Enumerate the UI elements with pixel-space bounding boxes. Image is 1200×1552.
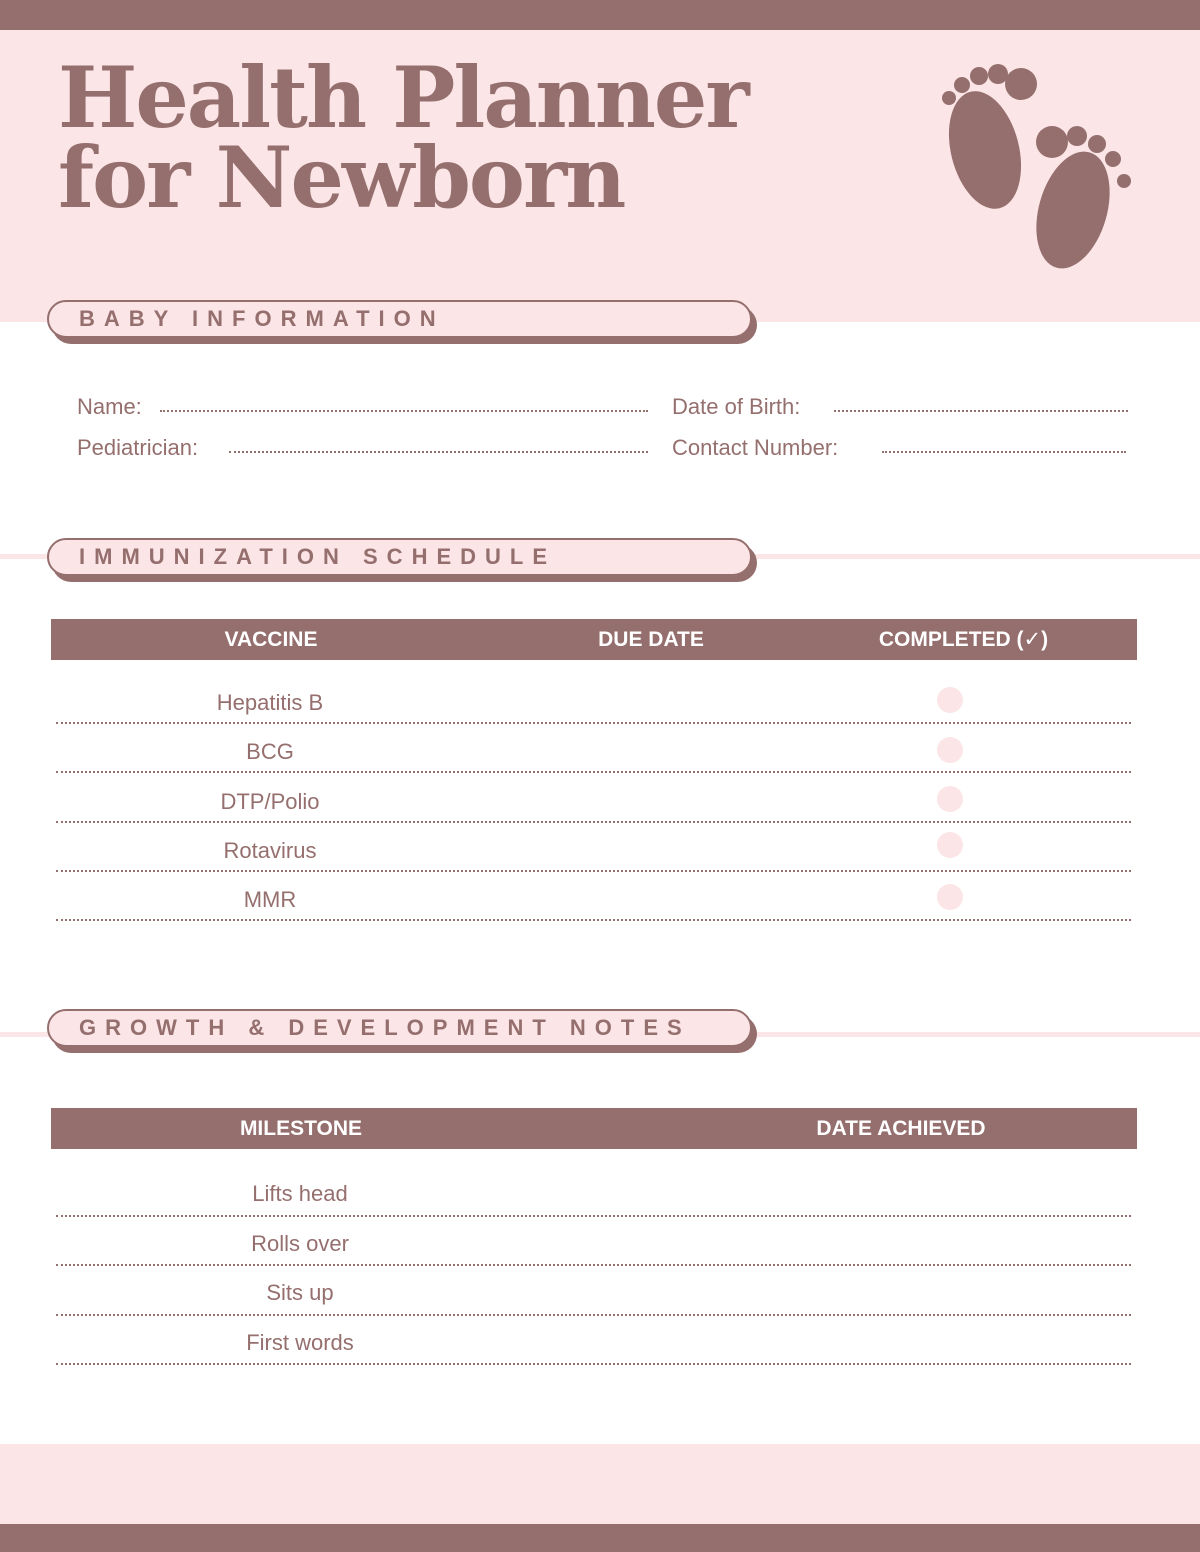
title-line-1: Health Planner xyxy=(58,48,748,147)
section-title: GROWTH & DEVELOPMENT NOTES xyxy=(79,1015,691,1040)
footer-band xyxy=(0,1444,1200,1524)
bottom-bar xyxy=(0,1524,1200,1552)
row-divider xyxy=(56,870,1131,872)
row-divider xyxy=(56,1363,1131,1365)
name-field[interactable] xyxy=(160,410,648,412)
baby-feet-icon xyxy=(935,60,1140,280)
column-due-date: DUE DATE xyxy=(598,628,704,651)
pediatrician-field[interactable] xyxy=(229,451,648,453)
page-title xyxy=(58,48,748,227)
pediatrician-label: Pediatrician: xyxy=(77,435,199,460)
milestone-name: Rolls over xyxy=(251,1231,349,1256)
row-divider xyxy=(56,1314,1131,1316)
row-divider xyxy=(56,1215,1131,1217)
column-milestone: MILESTONE xyxy=(239,1117,363,1140)
date-of-birth-field[interactable] xyxy=(834,410,1128,412)
row-divider xyxy=(56,1264,1131,1266)
row-divider xyxy=(56,821,1131,823)
vaccine-name: MMR xyxy=(243,887,297,912)
vaccine-name: BCG xyxy=(246,739,294,764)
completed-checkbox[interactable] xyxy=(937,786,963,812)
milestone-name: Sits up xyxy=(266,1280,334,1305)
baby-information-header xyxy=(47,300,759,345)
vaccine-name: DTP/Polio xyxy=(220,789,320,814)
vaccine-name: Hepatitis B xyxy=(216,690,324,715)
column-completed: COMPLETED (✓) xyxy=(878,628,1049,651)
completed-checkbox[interactable] xyxy=(937,737,963,763)
section-title: BABY INFORMATION xyxy=(79,306,445,331)
pill xyxy=(47,538,752,576)
completed-checkbox[interactable] xyxy=(937,687,963,713)
row-divider xyxy=(56,771,1131,773)
pill xyxy=(47,1009,752,1047)
title-line-2: for Newborn xyxy=(58,128,625,227)
row-divider xyxy=(56,722,1131,724)
completed-checkbox[interactable] xyxy=(937,884,963,910)
row-divider xyxy=(56,919,1131,921)
immunization-table-header xyxy=(51,619,1137,660)
column-date-achieved: DATE ACHIEVED xyxy=(816,1117,986,1140)
contact-number-label: Contact Number: xyxy=(672,435,839,460)
section-title: IMMUNIZATION SCHEDULE xyxy=(79,544,557,569)
growth-table-header xyxy=(51,1108,1137,1149)
immunization-schedule-header xyxy=(47,538,759,583)
contact-number-field[interactable] xyxy=(882,451,1126,453)
top-bar xyxy=(0,0,1200,30)
vaccine-name: Rotavirus xyxy=(223,838,317,863)
pill xyxy=(47,300,752,338)
milestone-name: First words xyxy=(246,1330,354,1355)
name-label: Name: xyxy=(77,394,142,419)
completed-checkbox[interactable] xyxy=(937,832,963,858)
growth-development-header xyxy=(47,1009,759,1054)
date-of-birth-label: Date of Birth: xyxy=(672,394,801,419)
milestone-name: Lifts head xyxy=(252,1181,348,1206)
column-vaccine: VACCINE xyxy=(224,628,318,651)
